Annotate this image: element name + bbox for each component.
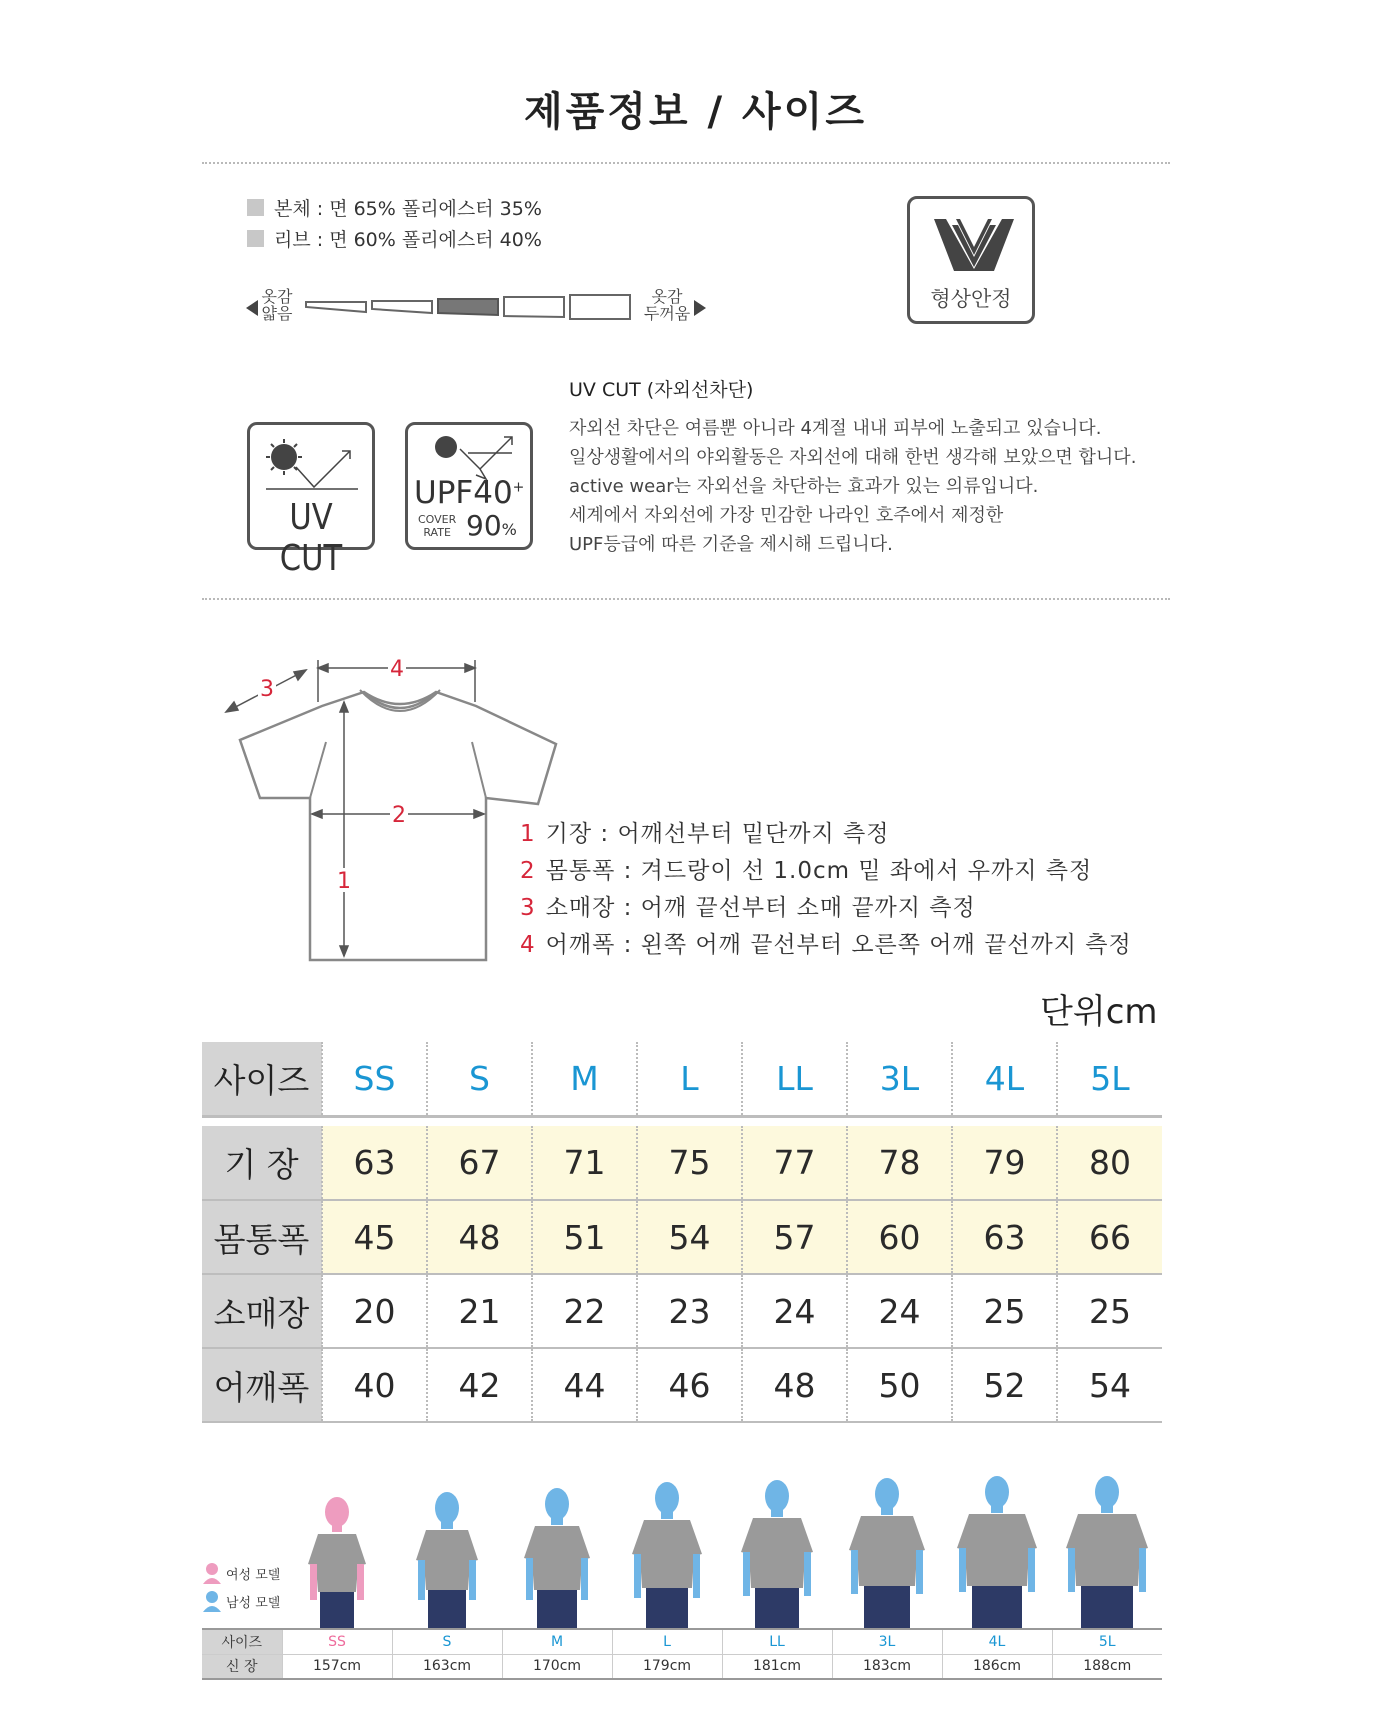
height-size-label: 사이즈 [202,1629,282,1654]
legend-shoulder [520,926,1132,959]
sun-icon [262,435,362,495]
thick-label [642,288,692,322]
table-cell: 40 [322,1348,427,1422]
table-cell: 52 [952,1348,1057,1422]
upf-plus: + [512,479,525,496]
height-label: 신 장 [202,1654,282,1679]
uv-info-title: UV CUT (자외선차단) [569,379,754,401]
uv-cut-badge [247,422,375,579]
size-header-cell: L [637,1042,742,1116]
shape-stability-badge [907,196,1035,324]
table-cell: 42 [427,1348,532,1422]
thin-label [260,288,294,322]
model-figures [282,1476,1162,1628]
table-cell: 20 [322,1274,427,1348]
legend-number: 3 [520,895,536,921]
model-height-table [202,1628,1162,1680]
table-cell: 24 [847,1274,952,1348]
table-cell: 77 [742,1126,847,1200]
male-model-figure [416,1492,478,1628]
legend-text: 어깨폭 : 왼쪽 어깨 끝선부터 오른쪽 어깨 끝선까지 측정 [545,932,1132,958]
row-label: 어깨폭 [202,1348,322,1422]
legend-number: 1 [520,821,536,847]
upf-rating [414,475,524,511]
size-header-label: 사이즈 [202,1042,322,1116]
table-cell: 50 [847,1348,952,1422]
height-size-cell: SS [282,1629,392,1654]
table-cell: 22 [532,1274,637,1348]
size-header-cell: SS [322,1042,427,1116]
cover-text: COVER [418,513,457,526]
male-model-figure [741,1480,813,1628]
height-size-row [202,1629,1162,1654]
upf-value: UPF40 [414,475,513,511]
table-cell: 63 [322,1126,427,1200]
height-size-cell: LL [722,1629,832,1654]
cover-rate-label [418,513,456,539]
bullet-square-icon [247,230,264,247]
legend-sleeve [520,889,976,922]
table-cell: 25 [1057,1274,1162,1348]
height-cell: 186cm [942,1654,1052,1679]
thin-label-line2: 얇음 [261,304,293,323]
uv-info-line: active wear는 자외선을 차단하는 효과가 있는 의류입니다. [569,476,1039,497]
upf-badge [405,422,533,550]
male-model-figure [849,1478,925,1628]
thickness-bar-graphic [304,292,644,322]
uv-info-line: UPF등급에 따른 기준을 제시해 드립니다. [569,534,893,555]
uv-info-line: 자외선 차단은 여름뿐 아니라 4계절 내내 피부에 노출되고 있습니다. [569,418,1102,439]
table-cell: 45 [322,1200,427,1274]
table-cell: 48 [427,1200,532,1274]
rate-text: RATE [423,526,451,539]
divider [202,598,1170,600]
female-model-label: 여성 모델 [226,1567,281,1583]
legend-text: 기장 : 어깨선부터 밑단까지 측정 [545,821,890,847]
size-header-cell: 5L [1057,1042,1162,1116]
table-row [202,1348,1162,1422]
height-size-cell: 4L [942,1629,1052,1654]
cover-rate-value [466,509,517,542]
male-figure-icon [202,1590,222,1612]
uv-info-line: 일상생활에서의 야외활동은 자외선에 대해 한번 생각해 보았으면 합니다. [569,447,1137,468]
table-cell: 46 [637,1348,742,1422]
cover-percent: 90 [466,509,502,542]
female-model-legend [202,1562,280,1584]
male-model-label: 남성 모델 [226,1595,281,1611]
height-cell: 183cm [832,1654,942,1679]
size-header-cell: M [532,1042,637,1116]
table-cell: 51 [532,1200,637,1274]
size-header-cell: S [427,1042,532,1116]
table-cell: 57 [742,1200,847,1274]
page-title: 제품정보 / 사이즈 [524,89,867,135]
height-cell: 179cm [612,1654,722,1679]
height-size-cell: M [502,1629,612,1654]
male-model-figure [957,1476,1037,1628]
height-size-cell: 3L [832,1629,942,1654]
male-model-legend [202,1590,280,1612]
diagram-number-1: 1 [337,869,351,894]
uv-info-line: 세계에서 자외선에 가장 민감한 나라인 호주에서 제정한 [569,505,1004,526]
legend-length [520,815,889,848]
diagram-number-4: 4 [390,657,404,682]
table-cell: 71 [532,1126,637,1200]
height-cell: 188cm [1052,1654,1162,1679]
table-cell: 21 [427,1274,532,1348]
row-label: 기 장 [202,1126,322,1200]
female-figure-icon [202,1562,222,1584]
female-model-figure [308,1497,366,1628]
thick-label-line2: 두꺼움 [643,304,691,323]
material-rib-label: 리브 : 면 60% 폴리에스터 40% [274,229,542,251]
height-cell: 157cm [282,1654,392,1679]
height-cell: 170cm [502,1654,612,1679]
thin-label-line1: 옷감 [261,287,293,306]
legend-number: 4 [520,932,536,958]
table-cell: 66 [1057,1200,1162,1274]
height-value-row [202,1654,1162,1679]
shape-badge-label: 형상안정 [930,287,1012,311]
material-body [247,194,542,221]
table-cell: 80 [1057,1126,1162,1200]
material-body-label: 본체 : 면 65% 폴리에스터 35% [274,198,542,220]
table-cell: 54 [1057,1348,1162,1422]
male-model-figure [632,1482,702,1628]
cover-percent-sign: % [501,520,517,539]
unit-label: 단위cm [1040,992,1158,1032]
legend-number: 2 [520,858,536,884]
legend-chest [520,852,1092,885]
diagram-number-3: 3 [260,677,274,702]
height-size-cell: L [612,1629,722,1654]
table-cell: 54 [637,1200,742,1274]
table-cell: 48 [742,1348,847,1422]
material-rib [247,225,542,252]
male-model-figure [524,1488,590,1628]
table-row [202,1200,1162,1274]
uv-cut-label: UV CUT [279,497,343,579]
size-header-cell: 3L [847,1042,952,1116]
table-cell: 23 [637,1274,742,1348]
row-label: 몸통폭 [202,1200,322,1274]
legend-text: 몸통폭 : 겨드랑이 선 1.0cm 밑 좌에서 우까지 측정 [545,858,1093,884]
thick-label-line1: 옷감 [651,287,683,306]
height-cell: 163cm [392,1654,502,1679]
table-cell: 25 [952,1274,1057,1348]
size-header-cell: 4L [952,1042,1057,1116]
table-row [202,1126,1162,1200]
male-model-figure [1066,1476,1148,1628]
table-cell: 78 [847,1126,952,1200]
diagram-number-2: 2 [392,803,406,828]
table-cell: 60 [847,1200,952,1274]
table-cell: 79 [952,1126,1057,1200]
table-row [202,1274,1162,1348]
size-table [202,1042,1162,1423]
size-header-row [202,1042,1162,1116]
size-header-cell: LL [742,1042,847,1116]
table-cell: 75 [637,1126,742,1200]
table-cell: 67 [427,1126,532,1200]
row-label: 소매장 [202,1274,322,1348]
height-size-cell: 5L [1052,1629,1162,1654]
bullet-square-icon [247,199,264,216]
height-cell: 181cm [722,1654,832,1679]
height-size-cell: S [392,1629,502,1654]
table-cell: 44 [532,1348,637,1422]
shirt-shape-icon [934,211,1014,275]
arrow-right-icon [694,300,706,316]
table-cell: 63 [952,1200,1057,1274]
legend-text: 소매장 : 어깨 끝선부터 소매 끝까지 측정 [545,895,976,921]
divider [202,162,1170,164]
table-cell: 24 [742,1274,847,1348]
table-gap [202,1116,1162,1126]
tshirt-measure-diagram [210,650,570,970]
arrow-left-icon [246,300,258,316]
